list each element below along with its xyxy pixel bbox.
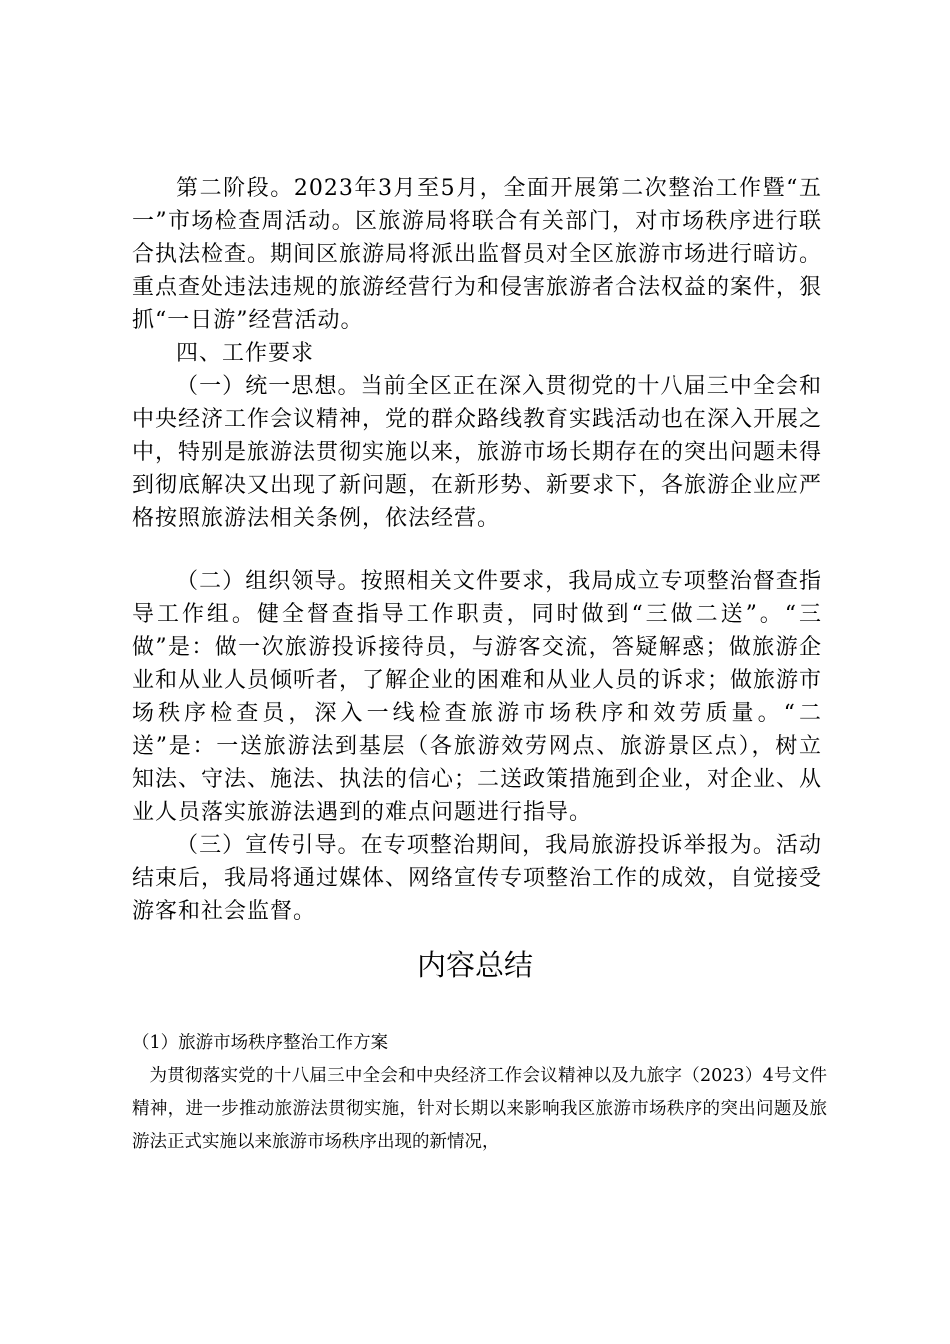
- paragraph-organization-leadership: （二）组织领导。按照相关文件要求，我局成立专项整治督查指导工作组。健全督查指导工作职责，同时做到“三做二送”。“三做”是：做一次旅游投诉接待员，与游客交流，答疑解惑；做旅游企业和从业人员倾听者，了解企业的困难和从业人员的诉求；做旅游市场秩序检查员，深入一线检查旅游市场秩序和效劳质量。“二送”是：一送旅游法到基层（各旅游效劳网点、旅游景区点），树立知法、守法、施法、执法的信心；二送政策措施到企业，对企业、从业人员落实旅游法遇到的难点问题进行指导。: [132, 569, 823, 825]
- summary-text: 为贯彻落实党的十八届三中全会和中央经济工作会议精神以及九旅字（2023）4号文件精神，进一步推动旅游法贯彻实施，针对长期以来影响我区旅游市场秩序的突出问题及旅游法正式实施以来旅游市场秩序出现的新情况，: [132, 1066, 827, 1152]
- section-heading-work-requirements: 四、工作要求: [176, 341, 315, 366]
- paragraph-unify-thinking: （一）统一思想。当前全区正在深入贯彻党的十八届三中全会和中央经济工作会议精神，党的群众路线教育实践活动也在深入开展之中，特别是旅游法贯彻实施以来，旅游市场长期存在的突出问题未得到彻底解决又出现了新问题，在新形势、新要求下，各旅游企业应严格按照旅游法相关条例，依法经营。: [132, 374, 823, 531]
- summary-section: [132, 1027, 827, 1159]
- paragraph-stage-two: 第二阶段。2023年3月至5月，全面开展第二次整治工作暨“五一”市场检查周活动。区旅游局将联合有关部门，对市场秩序进行联合执法检查。期间区旅游局将派出监督员对全区旅游市场进行暗访。重点查处违法违规的旅游经营行为和侵害旅游者合法权益的案件，狠抓“一日游”经营活动。: [132, 176, 823, 333]
- summary-heading: （1）旅游市场秩序整治工作方案: [132, 1033, 389, 1053]
- summary-title: 内容总结: [416, 948, 533, 982]
- paragraph-publicity-guidance: （三）宣传引导。在专项整治期间，我局旅游投诉举报为。活动结束后，我局将通过媒体、网络宣传专项整治工作的成效，自觉接受游客和社会监督。: [132, 833, 823, 924]
- document-body: [132, 172, 822, 928]
